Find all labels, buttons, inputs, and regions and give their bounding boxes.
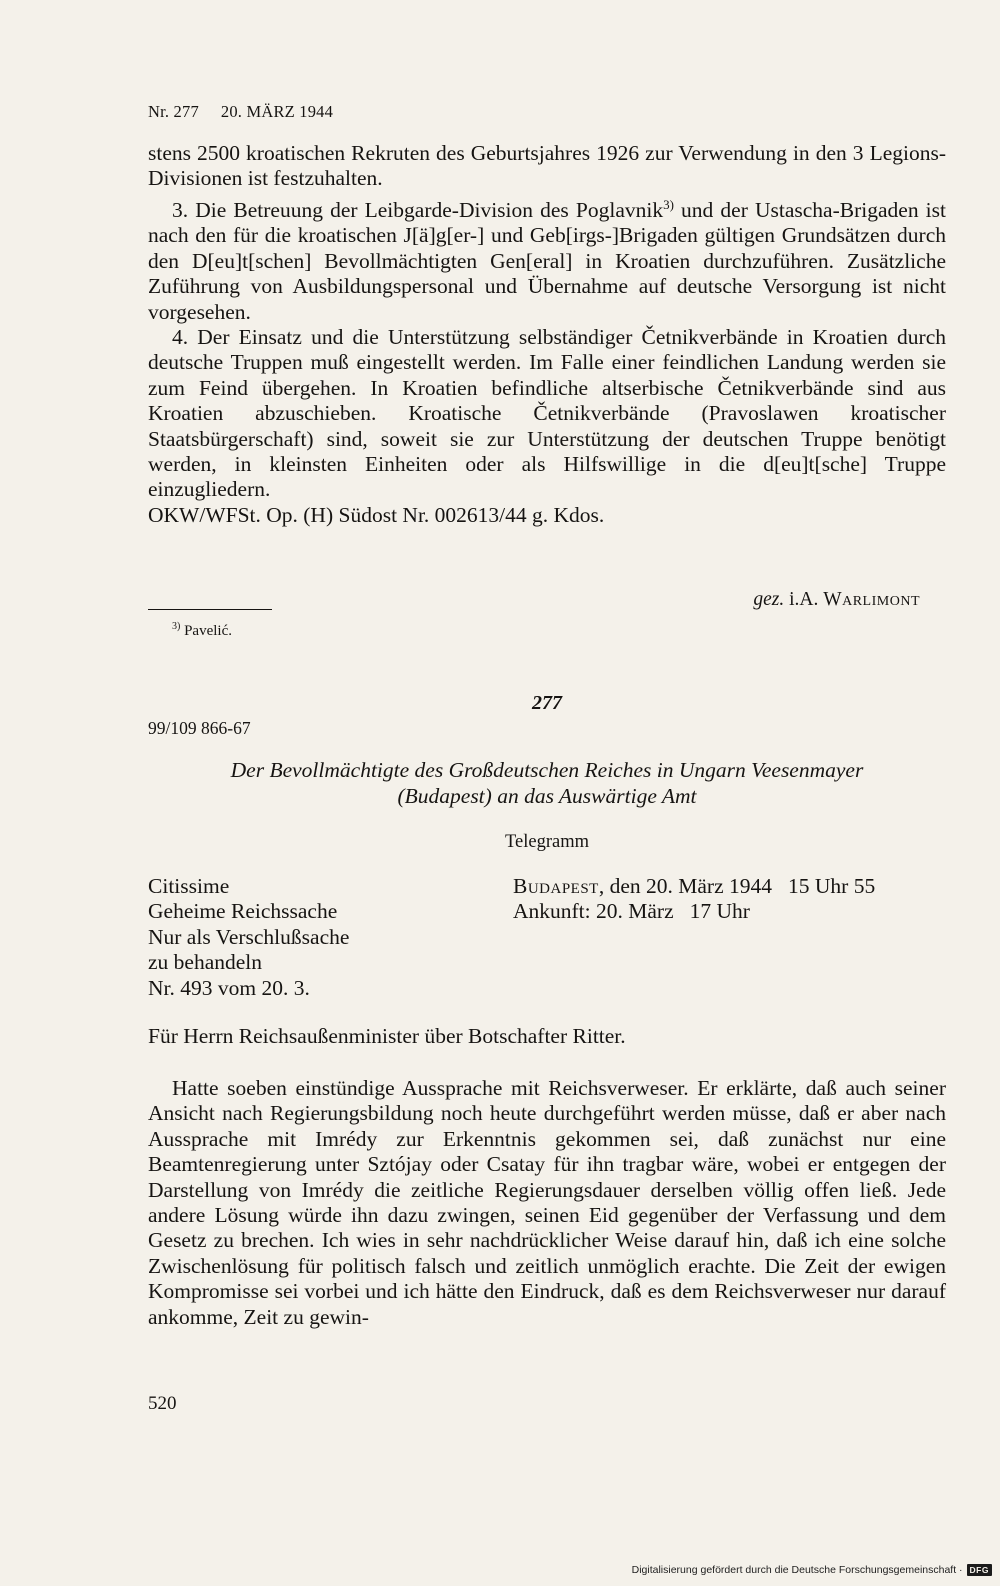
arrival-time: 17 Uhr [689, 899, 750, 924]
classification-line: Geheime Reichssache [148, 899, 338, 924]
document-title-line2: (Budapest) an das Auswärtige Amt [397, 783, 697, 808]
classification-line: Nr. 493 vom 20. 3. [148, 975, 310, 1000]
footnote [172, 621, 232, 640]
signature: gez. i.A. Warlimont [753, 589, 920, 610]
digitization-footer [632, 1564, 992, 1576]
classification-line: Nur als Verschlußsache [148, 924, 350, 949]
header-doc-number: Nr. 277 [148, 102, 199, 121]
dfg-logo: DFG [967, 1564, 992, 1576]
sent-date: , den 20. März 1944 [598, 874, 773, 898]
telegram-paragraph: Hatte soeben einstündige Aussprache mit Reichsverweser. Er erklärte, daß auch seiner Ansicht nach Regierungsbildung noch heute durchgeführt werden müsse, daß er aber nach Aussprache mit Imrédy zur Erkenntnis gekommen sei, daß zunächst nur eine Beamtenregierung unter Sztójay oder Csatay für ihn tragbar wäre, wobei er entgegen der Darstellung von Imrédy die zeitliche Regierungsdauer derselben völlig offen ließ. Jede andere Lösung würde ihn dazu zwingen, seinen Eid gegenüber der Verfassung und dem Gesetz zu brechen. Ich wies in sehr nachdrücklicher Weise darauf hin, daß ich eine solche Zwischenlösung für politisch falsch und zeitlich unmöglich erachte. Die Zeit der ewigen Kompromisse sei vorbei und ich hätte den Eindruck, daß es dem Reichsverweser nur darauf ankomme, Zeit zu gewin- [148, 1076, 946, 1329]
document-title [148, 758, 946, 809]
classification-line: zu behandeln [148, 950, 263, 975]
footnote-reference[interactable]: 3) [663, 196, 674, 212]
classification-block [148, 874, 349, 1001]
okw-reference: OKW/WFSt. Op. (H) Südost Nr. 002613/44 g. Kdos. [148, 502, 605, 527]
telegram-body [148, 1076, 946, 1330]
classification-line: Citissime [148, 874, 230, 898]
document-number: 277 [532, 692, 562, 714]
sent-place: Budapest [513, 874, 599, 898]
paragraph-recruits: stens 2500 kroatischen Rekruten des Geburtsjahres 1926 zur Verwendung in den 3 Legions-Divisionen ist festzuhalten. [148, 141, 946, 191]
arrival-line [513, 899, 875, 924]
addressee: Für Herrn Reichsaußenminister über Botschafter Ritter. [148, 1024, 626, 1048]
archive-reference: 99/109 866-67 [148, 718, 251, 738]
dispatch-block [513, 874, 875, 925]
document-type: Telegramm [505, 832, 589, 852]
page-number: 520 [148, 1393, 177, 1414]
sent-line [513, 874, 875, 899]
continuation-text [148, 141, 946, 528]
header-date: 20. MÄRZ 1944 [220, 102, 334, 121]
arrival-date: Ankunft: 20. März [513, 899, 674, 924]
document-title-line1: Der Bevollmächtigte des Großdeutschen Reiches in Ungarn Veesenmayer [230, 758, 864, 782]
footnote-marker: 3) [172, 621, 181, 632]
footnote-text: Pavelić. [180, 623, 232, 639]
signature-prefix: gez. [753, 589, 785, 610]
paragraph-leibgarde: 3. Die Betreuung der Leibgarde-Division des Poglavnik$^{3)}$ und der Ustascha-Brigaden ist nach den für die kroatischen J[ä]g[er-] und Geb[irgs-]Brigaden gültigen Grundsätzen durch den D[eu]t[schen] Bevollmächtigten Gen[eral] in Kroatien durchzuführen. Zusätzliche Zuführung von Ausbildungspersonal und Übernahme auf deutsche Versorgung ist nicht vorgesehen. [148, 196, 946, 324]
running-header [148, 102, 333, 122]
signature-name: Warlimont [823, 589, 920, 610]
footnote-divider [148, 609, 272, 610]
sent-time: 15 Uhr 55 [788, 874, 876, 898]
paragraph-cetnik: 4. Der Einsatz und die Unterstützung selbständiger Četnikverbände in Kroatien durch deutsche Truppen muß eingestellt werden. Im Falle einer feindlichen Landung werden sie zum Feind übergehen. In Kroatien befindliche altserbische Četnikverbände sind aus Kroatien abzuschieben. Kroatische Četnikverbände (Pravoslawen kroatischer Staatsbürgerschaft) sind, soweit sie zur Unterstützung der deutschen Truppe benötigt werden, in kleinsten Einheiten oder als Hilfswillige in die d[eu]t[sche] Truppe einzugliedern. [148, 325, 946, 502]
footer-text: Digitalisierung gefördert durch die Deutsche Forschungsgemeinschaft · [631, 1564, 963, 1576]
